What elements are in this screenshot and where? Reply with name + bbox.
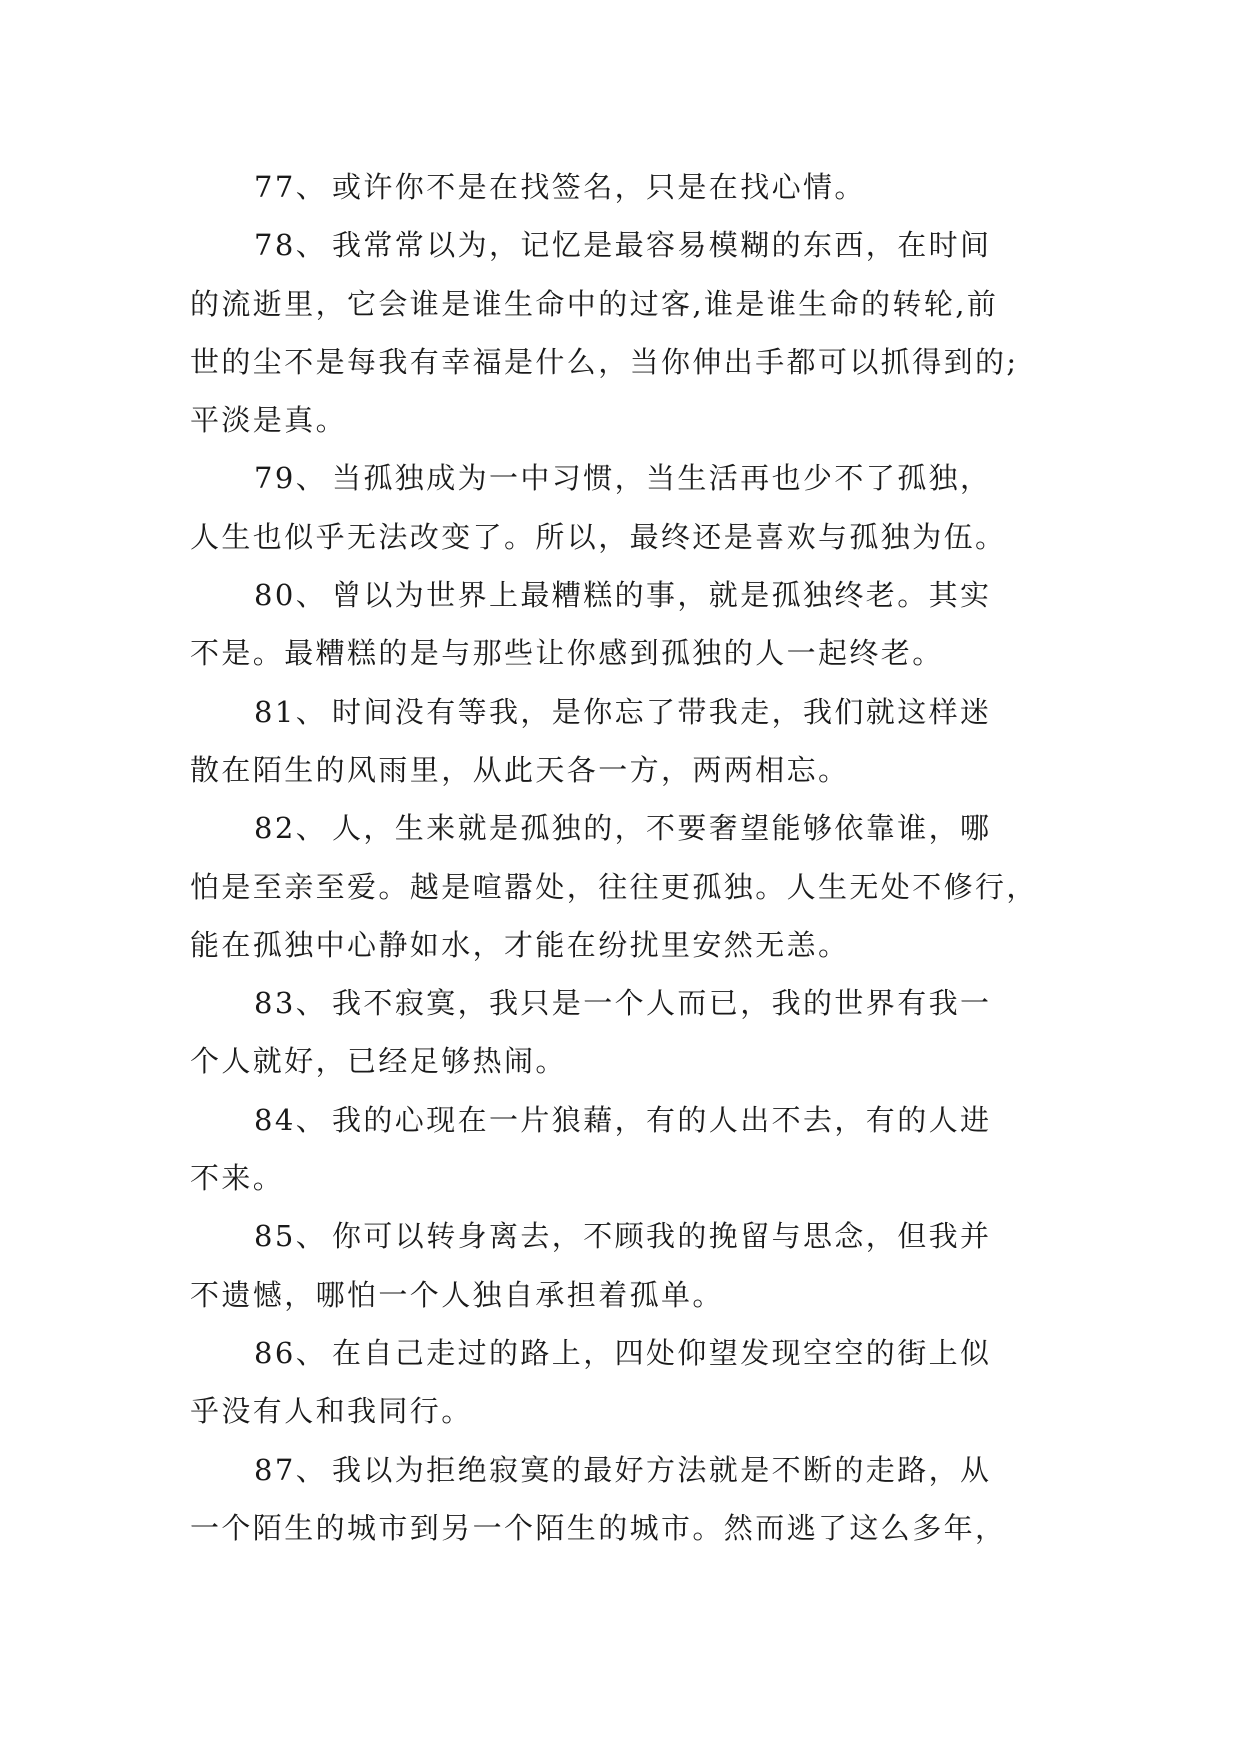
- text-line: 怕是至亲至爱。越是喧嚣处，往往更孤独。人生无处不修行，: [190, 869, 1038, 904]
- item-number: 77、: [254, 170, 328, 204]
- text-line: 一个陌生的城市到另一个陌生的城市。然而逃了这么多年，: [190, 1510, 1007, 1545]
- item-number: 78、: [254, 228, 328, 263]
- item-number: 82、: [254, 811, 328, 846]
- item-text: 你可以转身离去，不顾我的挽留与思念，但我并: [332, 1219, 992, 1254]
- text-line: [190, 683, 1070, 741]
- item-number: 84、: [254, 1102, 328, 1137]
- item-text: 时间没有等我，是你忘了带我走，我们就这样迷: [332, 694, 992, 729]
- item-text: 我的心现在一片狼藉，有的人出不去，有的人进: [332, 1102, 992, 1137]
- list-item: [190, 216, 1070, 449]
- item-number: 83、: [254, 986, 328, 1021]
- text-line: 能在孤独中心静如水，才能在纷扰里安然无恙。: [190, 927, 850, 962]
- text-line: [190, 1207, 1070, 1265]
- list-item: [190, 1441, 1070, 1558]
- item-text: 我以为拒绝寂寞的最好方法就是不断的走路，从: [332, 1452, 992, 1487]
- item-text: 我不寂寞，我只是一个人而已，我的世界有我一: [332, 986, 992, 1021]
- text-line: [190, 1441, 1070, 1499]
- list-item: [190, 799, 1070, 974]
- text-line: [190, 158, 1070, 216]
- item-number: 87、: [254, 1452, 328, 1487]
- text-line: [190, 974, 1070, 1032]
- item-text: 我常常以为，记忆是最容易模糊的东西，在时间: [332, 228, 992, 263]
- item-text: 曾以为世界上最糟糕的事，就是孤独终老。其实: [332, 578, 992, 613]
- list-item: [190, 1091, 1070, 1208]
- text-line: [190, 216, 1070, 274]
- text-line: [190, 799, 1070, 857]
- item-text: 人，生来就是孤独的，不要奢望能够依靠谁，哪: [332, 811, 992, 846]
- text-line: 不来。: [190, 1161, 285, 1196]
- text-line: 不是。最糟糕的是与那些让你感到孤独的人一起终老。: [190, 636, 944, 671]
- text-line: [190, 1091, 1070, 1149]
- item-number: 81、: [254, 694, 328, 729]
- list-item: [190, 974, 1070, 1091]
- text-line: [190, 1324, 1070, 1382]
- list-item: [190, 158, 1070, 216]
- text-line: [190, 449, 1070, 507]
- text-line: 乎没有人和我同行。: [190, 1394, 473, 1429]
- item-number: 79、: [254, 461, 328, 496]
- text-line: 平淡是真。: [190, 403, 348, 438]
- list-item: [190, 1207, 1070, 1324]
- list-item: [190, 449, 1070, 566]
- text-line: 的流逝里，它会谁是谁生命中的过客,谁是谁生命的转轮,前: [190, 286, 999, 321]
- list-item: [190, 1324, 1070, 1441]
- text-line: 世的尘不是每我有幸福是什么，当你伸出手都可以抓得到的;: [190, 344, 1019, 379]
- text-line: 人生也似乎无法改变了。所以，最终还是喜欢与孤独为伍。: [190, 519, 1007, 554]
- item-number: 85、: [254, 1219, 328, 1254]
- text-line: 散在陌生的风雨里，从此天各一方，两两相忘。: [190, 752, 850, 787]
- text-line: [190, 566, 1070, 624]
- item-text: 当孤独成为一中习惯，当生活再也少不了孤独，: [332, 461, 992, 496]
- item-text: 在自己走过的路上，四处仰望发现空空的街上似: [332, 1335, 992, 1370]
- item-text: 或许你不是在找签名，只是在找心情。: [332, 170, 866, 204]
- text-line: 个人就好，已经足够热闹。: [190, 1044, 567, 1079]
- item-number: 80、: [254, 578, 328, 613]
- item-number: 86、: [254, 1335, 328, 1370]
- list-item: [190, 683, 1070, 800]
- text-line: 不遗憾，哪怕一个人独自承担着孤单。: [190, 1277, 724, 1312]
- list-item: [190, 566, 1070, 683]
- document-body: [190, 158, 1070, 1557]
